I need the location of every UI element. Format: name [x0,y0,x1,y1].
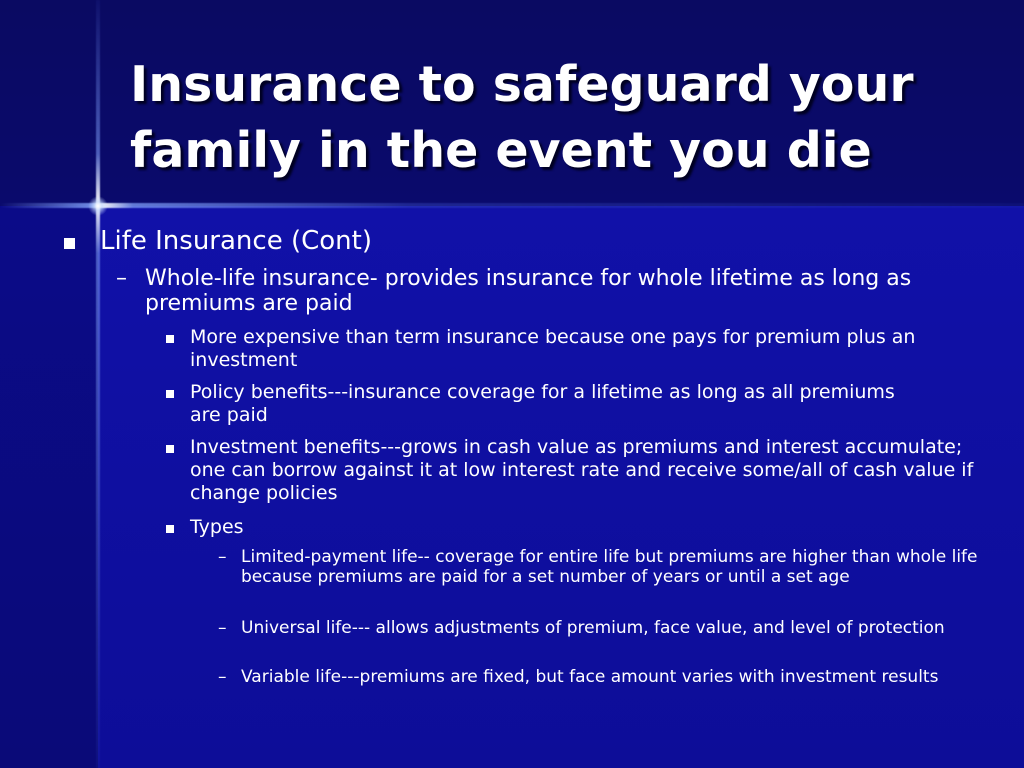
dash-bullet-icon: – [116,266,127,291]
bullet-more-expensive: More expensive than term insurance because one pays for premium plus an investment [190,326,916,371]
dash-bullet-icon: – [218,618,227,638]
bullet-life-insurance: Life Insurance (Cont) [100,226,372,256]
bullet-investment-benefits: Investment benefits---grows in cash value as premiums and interest accumulate; one can borrow against it at low interest rate and receive some/all of cash value if change policies [190,436,974,504]
bullet-variable-life: Variable life---premiums are fixed, but face amount varies with investment results [241,667,939,687]
bullet-limited-payment-life: Limited-payment life-- coverage for entire life but premiums are higher than whole life because premiums are paid for a set number of years or until a set age [241,547,978,587]
bullet-types: Types [190,516,244,538]
bullet-policy-benefits: Policy benefits---insurance coverage for a lifetime as long as all premiums are paid [190,381,895,426]
square-bullet-icon [64,238,75,249]
square-bullet-icon [166,445,174,453]
square-bullet-icon [166,390,174,398]
bullet-whole-life: Whole-life insurance- provides insurance for whole lifetime as long as premiums are paid [145,266,912,316]
slide-title: Insurance to safeguard your family in the event you die [130,56,914,179]
square-bullet-icon [166,525,174,533]
bullet-universal-life: Universal life--- allows adjustments of premium, face value, and level of protection [241,618,945,638]
dash-bullet-icon: – [218,547,227,567]
square-bullet-icon [166,335,174,343]
dash-bullet-icon: – [218,667,227,687]
